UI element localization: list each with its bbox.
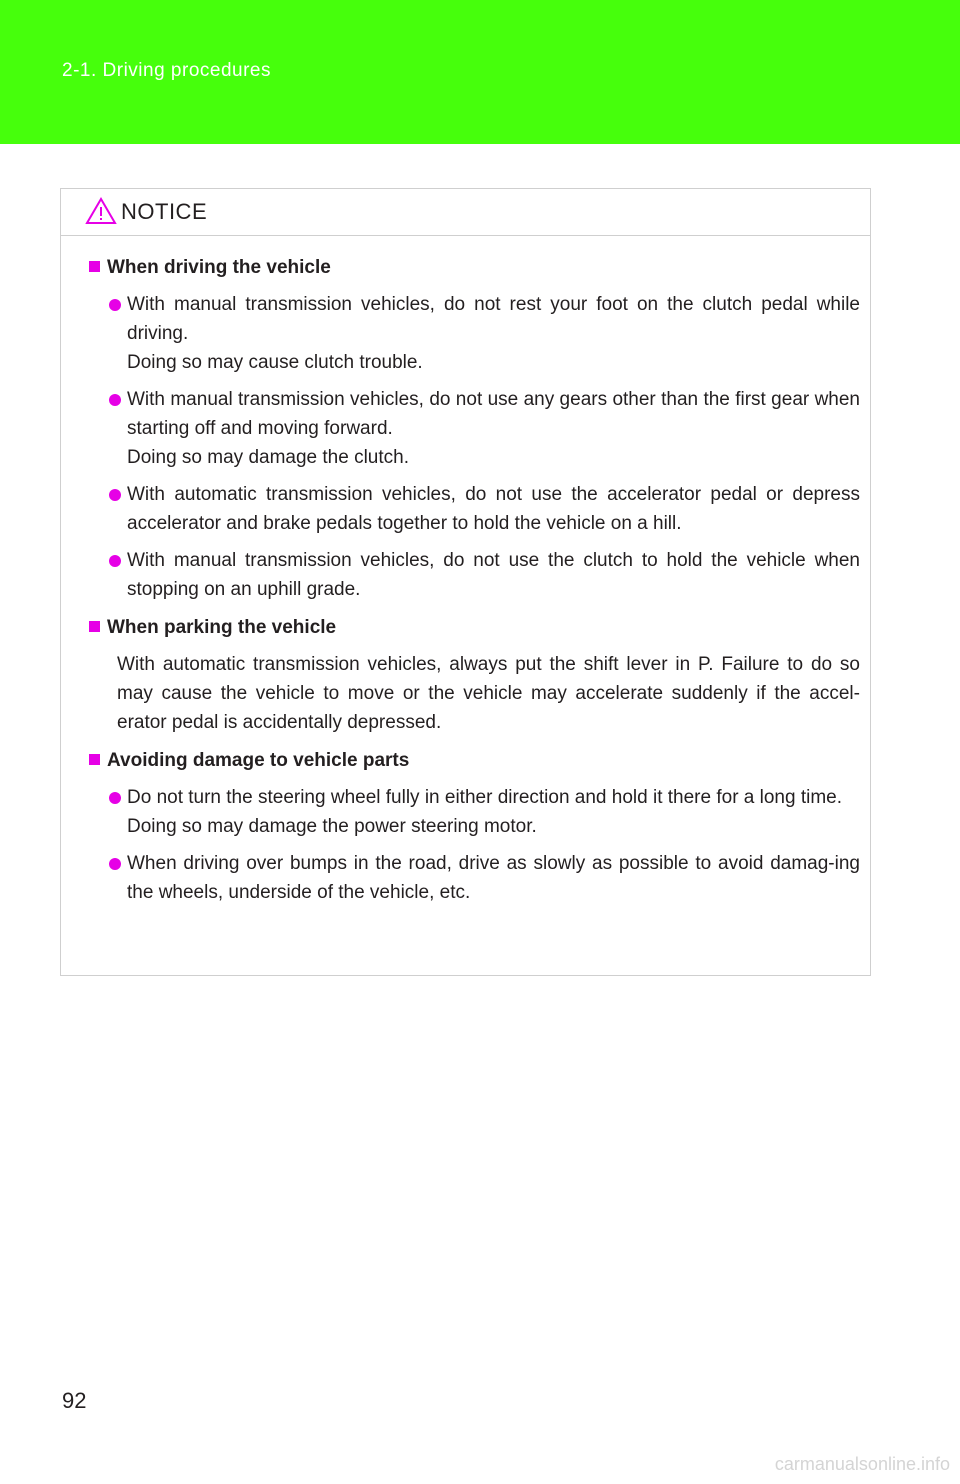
watermark-link[interactable]: carmanualsonline.info — [774, 1454, 950, 1474]
bullet-item — [89, 480, 860, 538]
bullet-note: Doing so may cause clutch trouble. — [127, 352, 423, 373]
section-title: 2-1. Driving procedures — [62, 60, 271, 81]
bullet-item — [89, 546, 860, 604]
section-paragraph: With automatic transmission vehicles, always put the shift lever in P. Failure to do so may cause the vehicle to move or the vehicle may accelerate suddenly if the accel-erator pedal is accidentally depressed. — [117, 654, 860, 733]
bullet-text: With automatic transmission vehicles, do not use the accelerator pedal or depress accelerator and brake pedals together to hold the vehicle on a hill. — [127, 484, 860, 534]
bullet-item — [89, 290, 860, 377]
notice-body — [61, 236, 870, 907]
round-bullet-icon — [109, 489, 121, 501]
notice-header — [61, 189, 870, 236]
section-heading: Avoiding damage to vehicle parts — [89, 746, 860, 775]
bullet-item — [89, 385, 860, 472]
warning-triangle-icon — [85, 197, 117, 225]
bullet-text: With manual transmission vehicles, do not rest your foot on the clutch pedal while driving. — [127, 294, 860, 344]
round-bullet-icon — [109, 394, 121, 406]
bullet-note: Doing so may damage the power steering motor. — [127, 816, 537, 837]
page-number: 92 — [62, 1388, 87, 1413]
square-bullet-icon — [89, 261, 100, 272]
square-bullet-icon — [89, 621, 100, 632]
bullet-text: With manual transmission vehicles, do not use the clutch to hold the vehicle when stopping on an uphill grade. — [127, 550, 860, 600]
header-band — [0, 0, 960, 144]
bullet-item — [89, 783, 860, 841]
round-bullet-icon — [109, 555, 121, 567]
round-bullet-icon — [109, 792, 121, 804]
notice-title: NOTICE — [121, 199, 208, 224]
square-bullet-icon — [89, 754, 100, 765]
round-bullet-icon — [109, 858, 121, 870]
bullet-item — [89, 849, 860, 907]
bullet-text: With manual transmission vehicles, do not use any gears other than the first gear when starting off and moving forward. — [127, 389, 860, 439]
section-heading: When parking the vehicle — [89, 613, 860, 642]
round-bullet-icon — [109, 299, 121, 311]
bullet-note: Doing so may damage the clutch. — [127, 447, 409, 468]
bullet-text: Do not turn the steering wheel fully in either direction and hold it there for a long time. — [127, 787, 843, 808]
bullet-text: When driving over bumps in the road, drive as slowly as possible to avoid damag-ing the wheels, underside of the vehicle, etc. — [127, 853, 860, 903]
notice-box — [60, 188, 871, 976]
section-heading: When driving the vehicle — [89, 253, 860, 282]
